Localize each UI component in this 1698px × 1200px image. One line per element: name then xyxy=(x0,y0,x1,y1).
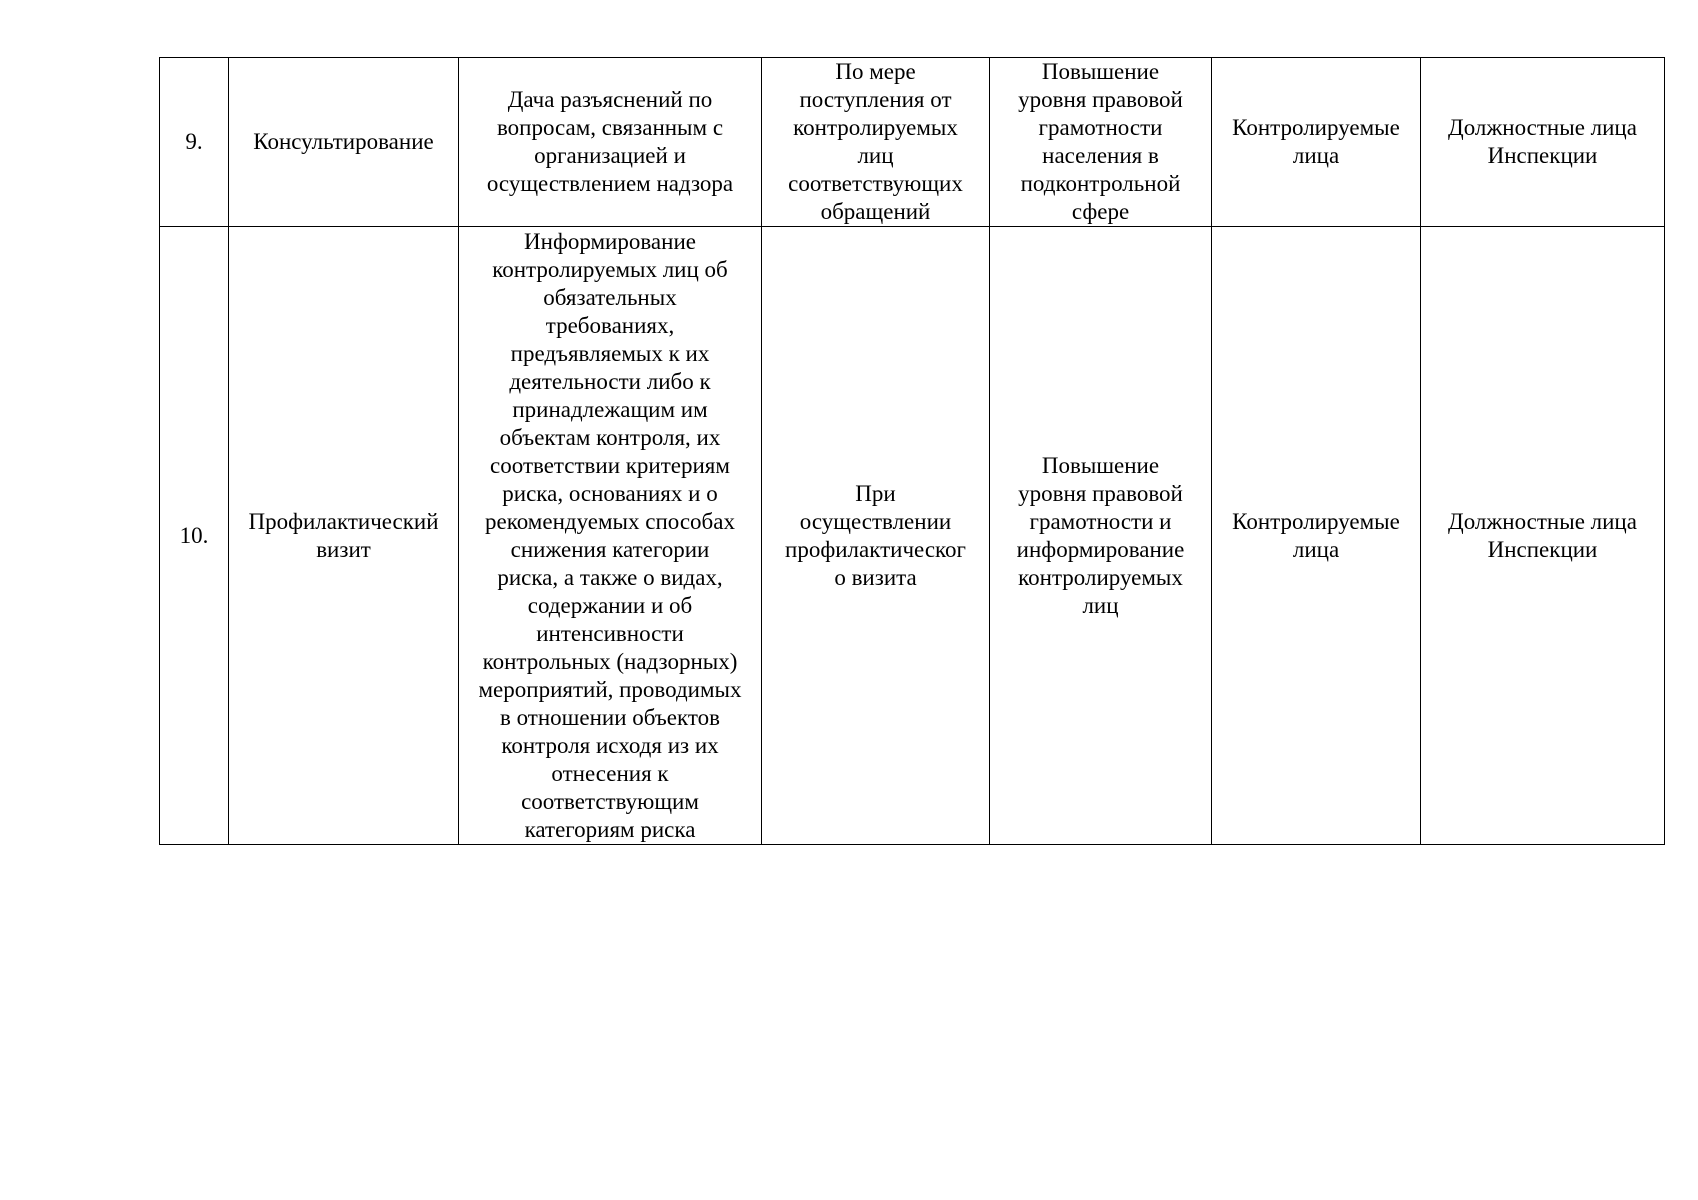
measure-result-cell xyxy=(990,58,1212,227)
measure-name: Консультирование xyxy=(253,129,434,154)
responsible: Должностные лица Инспекции xyxy=(1448,115,1637,168)
measure-timing: По мере поступления от контролируемых лиц соответствующих обращений xyxy=(788,59,963,224)
table-row xyxy=(160,227,1665,845)
measure-name: Профилактический визит xyxy=(248,508,439,562)
row-number-cell xyxy=(160,58,229,227)
row-number-cell xyxy=(160,227,229,845)
participants-cell xyxy=(1212,58,1421,227)
measure-timing-cell xyxy=(762,227,990,845)
measure-name-cell xyxy=(229,227,459,845)
participants-cell xyxy=(1212,227,1421,845)
responsible-cell xyxy=(1421,227,1665,845)
table-row xyxy=(160,58,1665,227)
measure-result-cell xyxy=(990,227,1212,845)
row-number: 9. xyxy=(185,129,203,154)
measure-result: Повышение уровня правовой грамотности и информирование контролируемых лиц xyxy=(1016,452,1185,618)
measure-timing-cell xyxy=(762,58,990,227)
measure-timing: При осуществлении профилактическог о визита xyxy=(785,480,966,590)
responsible: Должностные лица Инспекции xyxy=(1448,508,1637,562)
measure-content-cell xyxy=(459,227,762,845)
measure-content: Дача разъяснений по вопросам, связанным с организацией и осуществлением надзора xyxy=(486,87,734,196)
measure-content: Информирование контролируемых лиц об обязательных требованиях, предъявляемых к их деятельности либо к принадлежащим им объектам контроля, их соответствии критериям риска, основаниях и о рекомендуемых способах снижения категории риска, а также о видах, содержании и об интенсивности контрольных (надзорных) мероприятий, проводимых в отношении объектов контроля исходя из их отнесения к соответствующим категориям риска xyxy=(478,228,742,842)
participants: Контролируемые лица xyxy=(1232,115,1400,168)
row-number: 10. xyxy=(179,522,209,548)
measures-table xyxy=(159,57,1665,845)
participants: Контролируемые лица xyxy=(1232,508,1400,562)
responsible-cell xyxy=(1421,58,1665,227)
measure-content-cell xyxy=(459,58,762,227)
measure-result: Повышение уровня правовой грамотности населения в подконтрольной сфере xyxy=(1018,59,1183,224)
measure-name-cell xyxy=(229,58,459,227)
